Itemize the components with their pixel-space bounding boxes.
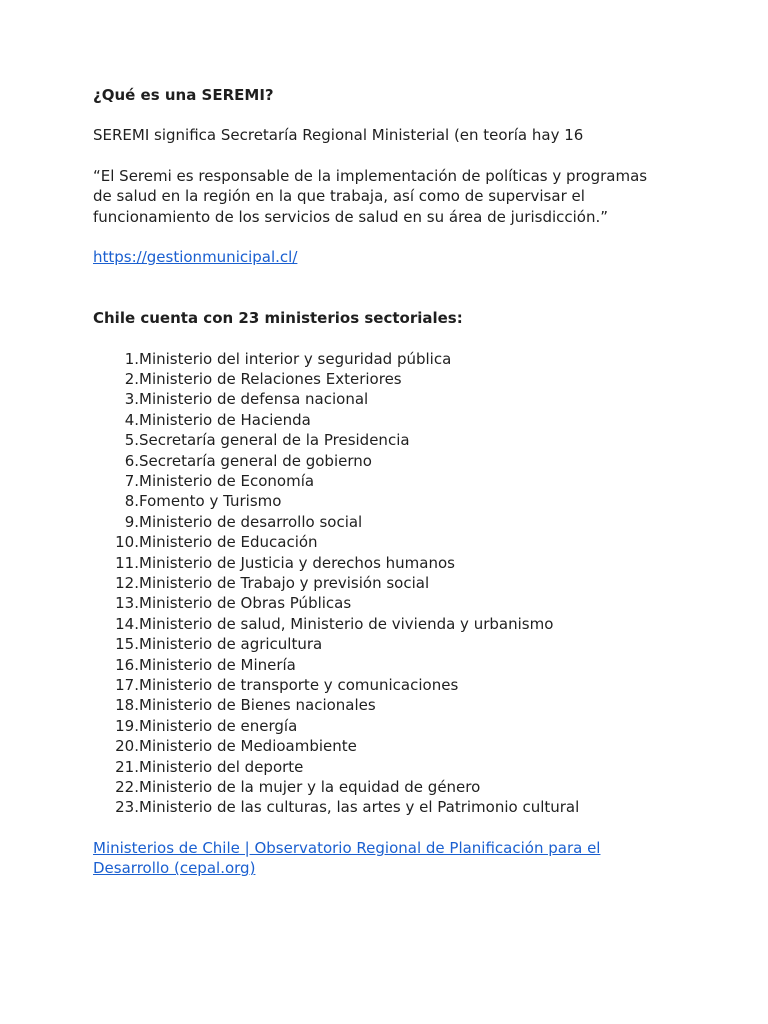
ministry-label: Ministerio de Economía [139, 471, 315, 490]
ministry-number: 17. [115, 676, 139, 694]
ministry-item [93, 716, 693, 736]
ministry-number: 7. [124, 471, 139, 490]
spacer [93, 105, 693, 125]
ministry-item [93, 655, 693, 675]
ministry-label: Ministerio de Minería [139, 655, 296, 674]
ministry-item [93, 736, 693, 756]
ministry-number: 23. [115, 798, 139, 817]
link-gestion-wrapper [93, 247, 693, 268]
ministry-item [93, 757, 693, 777]
ministry-item [93, 593, 693, 613]
gestionmunicipal-link[interactable]: https://gestionmunicipal.cl/ [93, 248, 298, 266]
ministry-number: 6. [124, 451, 139, 470]
ministry-item [93, 573, 693, 593]
ministry-label: Ministerio de Educación [139, 533, 318, 552]
ministry-number: 15. [115, 635, 139, 654]
heading-ministries: Chile cuenta con 23 ministerios sectoriales: [93, 308, 463, 327]
ministry-label: Ministerio del interior y seguridad pública [139, 349, 452, 368]
ministry-label: Ministerio de agricultura [139, 635, 323, 654]
ministry-number: 14. [115, 614, 139, 633]
ministry-label: Ministerio de Bienes nacionales [139, 696, 376, 715]
ministry-number: 21. [115, 757, 139, 776]
ministry-label: Ministerio de defensa nacional [139, 390, 369, 409]
ministry-label: Ministerio de las culturas, las artes y el Patrimonio cultural [139, 798, 580, 817]
ministry-item [93, 614, 693, 634]
ministry-number: 19. [115, 716, 139, 735]
ministry-label: Ministerio de energía [139, 716, 298, 735]
quote-line: funcionamiento de los servicios de salud en su área de jurisdicción.” [93, 207, 609, 226]
ministry-item [93, 553, 693, 573]
ministry-label: Ministerio del deporte [139, 757, 304, 776]
ministry-item [93, 532, 693, 552]
ministry-item [93, 369, 693, 389]
ministry-label: Ministerio de la mujer y la equidad de género [139, 778, 481, 797]
ministry-number: 12. [115, 573, 139, 592]
ministry-number: 13. [115, 594, 139, 613]
ministry-label: Ministerio de Obras Públicas [139, 594, 352, 613]
ministry-item [93, 451, 693, 471]
ministry-number: 5. [124, 431, 139, 450]
ministry-number: 1. [124, 349, 139, 368]
ministry-item [93, 491, 693, 511]
ministry-number: 8. [124, 492, 139, 511]
ministry-label: Secretaría general de gobierno [139, 451, 372, 470]
ministry-number: 2. [124, 369, 139, 388]
ministry-number: 22. [115, 778, 139, 797]
seremi-definition: SEREMI significa Secretaría Regional Ministerial (en teoría hay 16 [93, 126, 584, 144]
spacer [93, 146, 693, 166]
cepal-link-line-1[interactable]: Ministerios de Chile | Observatorio Regional de Planificación para el [93, 838, 601, 857]
ministry-number: 4. [124, 410, 139, 429]
ministry-label: Secretaría general de la Presidencia [139, 431, 410, 450]
ministry-label: Ministerio de Medioambiente [139, 737, 357, 756]
ministry-number: 18. [115, 696, 139, 715]
cepal-link-line-2[interactable]: Desarrollo (cepal.org) [93, 859, 256, 878]
ministry-item [93, 777, 693, 797]
ministry-item [93, 675, 693, 695]
ministry-item [93, 471, 693, 491]
spacer [93, 268, 693, 308]
ministry-number: 20. [115, 737, 139, 756]
ministry-label: Ministerio de salud, Ministerio de vivienda y urbanismo [139, 614, 554, 633]
quote-line: “El Seremi es responsable de la implementación de políticas y programas [93, 166, 648, 185]
ministry-item [93, 797, 693, 817]
ministry-label: Ministerio de Hacienda [139, 410, 311, 429]
spacer [93, 818, 693, 838]
ministry-item [93, 430, 693, 450]
ministry-label: Fomento y Turismo [139, 492, 282, 511]
ministry-item [93, 389, 693, 409]
ministry-label: Ministerio de transporte y comunicaciones [139, 676, 459, 694]
ministry-number: 9. [124, 512, 139, 531]
quote-paragraph [93, 166, 693, 228]
ministry-label: Ministerio de desarrollo social [139, 512, 363, 531]
ministry-item [93, 512, 693, 532]
ministry-item [93, 695, 693, 715]
spacer [93, 328, 693, 349]
ministry-label: Ministerio de Justicia y derechos humanos [139, 553, 455, 572]
ministry-number: 16. [115, 655, 139, 674]
ministries-list [93, 349, 693, 818]
ministry-item [93, 410, 693, 430]
cepal-link-block [93, 838, 693, 879]
spacer [93, 227, 693, 247]
ministry-number: 3. [124, 390, 139, 409]
ministry-item [93, 349, 693, 369]
document-page [93, 85, 693, 879]
ministry-item [93, 634, 693, 654]
ministry-number: 11. [115, 553, 139, 572]
ministry-label: Ministerio de Relaciones Exteriores [139, 369, 402, 388]
heading-seremi: ¿Qué es una SEREMI? [93, 86, 274, 104]
ministry-label: Ministerio de Trabajo y previsión social [139, 573, 430, 592]
quote-line: de salud en la región en la que trabaja, así como de supervisar el [93, 187, 585, 205]
ministry-number: 10. [115, 533, 139, 552]
